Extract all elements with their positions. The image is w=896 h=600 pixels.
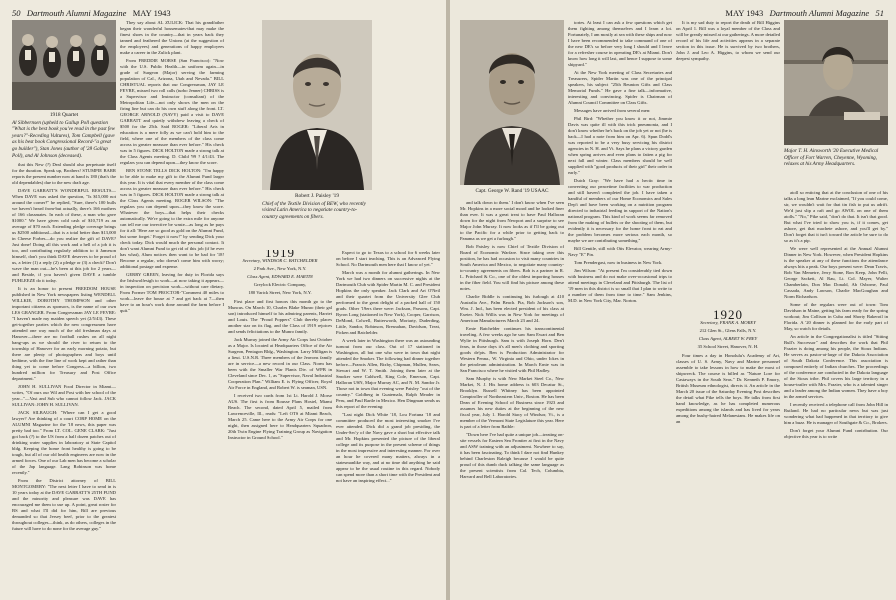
paragraph: BEN STONE TELLS DICK HOLTON: "I'm happy to be able to make my gift to the Alumni Fund larger this year. It is vital that every member of the class come across in greater measure than ever before." His check was in 5 figures. DICK HOLTON made a strong talk at the Class Agents meeting. ROGER WILSON: "The regulars you can depend upon—they know the score. Whatever the boys—that helps their checks automatically. We're going to the extra mile for anyone can tell me our invective be waste—as long as he pays for it all: 'Here are so good as gold on the Alumni Fund, but some forget.' Forget it now!" by sending Dick your check today. Dick would much the personal contact. It don't want Alumni Fund to get rid of this job (if he ever has what), Alum notices then want to be bad for '18! Become a regular, who doesn't come him with worry; additional postage and expense. (120, 168, 224, 269)
left-column-2 (120, 20, 224, 592)
paisley-caption-text: Chief of the Textile Division of BEW, who recently visited Latin America to negotiate country-to-country agreements on fibers. (262, 200, 366, 220)
rand-portrait (460, 20, 564, 185)
paragraph: DAVE GARRATT'S WONDERFUL RESULTS—When DAVE was asked the question, "Is $15,000 not around the corner?" he replied, "Sure, there's 100 bulls we haven't heard from-but actually, there's 166 mothers of 166 classmates. In each of these, a man who gave $1000." We have given cold cash of $10,719 as an average of $70 each. Extending pledge coverage brings us $2500 additional—that is a total better than $13,000 in Cheese Forbes—do you realize the gift of DAVE? Just done! Doing all this work and a hell of a job it is too, and contributing regularly addition to it Jameson himself, don't you think DAVE deserves to be proud of us, a letter (1) a reply (2) a pledge or (3) a check? Don't wave the man out—he's been at this job for 2 years—and Beside, if you haven't given DAVE a tumble PUHLEEZE do it today. (12, 188, 116, 283)
class-agent-1920: Class Agent, ALBERT W. FREY (698, 336, 758, 341)
paragraph: From FREDDIE MORSE (San Francisco): "Now with the U.S. Public Health—in uniform again—in grade of Surgeon (Major) serving the farming population of Cal., Arizona, Utah and Nevada." BILL CHRISTUAL reports that our Congressman, JAY LE FEVRE, missed two roll calls (turbo Jenner) CHRISS is a Supervisor and Instructor (consultant) of the Metropolitan Life—not only shows the men on the firing line but can do his own stuff along the front. LT. GEORGE ARNOLD (NAVY) paid a visit to DAVE GARRATT and quietly withdrew leaving a check of $500 for the 25th. Said ROGER: "Liberal Arts in education is a mere folly as we can't hold him to the field, where one of the members of the class come across in greater measure than ever before." His check was in 5 figures. DICK HOLTON made a strong talk at the Class Agents meeting. D. Child '99 ? 4/1/43. The regulars you can depend upon—they know the score. (120, 58, 224, 165)
quartet-photo (12, 20, 116, 110)
paragraph: A week later in Washington there was an astounding turnout from our class. Out of 17 stationed in Washington, all but one who were in town that night attended the Smoker. The following had dinner together before—Francis Allen, Bixby, Chipman, Mullen, Sears, Stewart and W. T. Smith. Joining them later at the Smoker were Caldwell, King Cole, Emerson, Capt. Halloran USN, Major Murray AC, and N. M. Sandor Jr. Those not in town that evening were Paisley "out of the country." Goldberg in Guatemala, Ralph Meader in Peru, and Paul Bartle in Mexico. Hen Dingman sends us this report of the evening: (336, 338, 440, 409)
paragraph: JACK SILBAUGH: "Where can I get a good lawyer? Are thinking of a court CORP HOME on the ALUMNI Magazine for the '18 news, this paper was pretty bad too." From LT. COL. GENE CLARK: "Just got back (?) to the US from a half dozen patches out of drinking water supplies in laboratory at State Capitol bldg. Keeping the home front healthy is going to be tough, but all of our old health engineers are now in the armed forces. One of our Lab men has become a scholar of the Jap language. Lang Robinson was home recently." (12, 410, 116, 475)
paragraph: An article in the Congregationalist is titled "Sitting Bull's Successor" and describes the work that Phil Frazier is doing among his people, the Sioux Indians. He serves as pastor-at-large of the Dakota Association of South Dakota Conference. This association is composed entirely of Indian churches. The proceedings of the conference are conducted in the Dakota language of the Sioux tribe. Phil covers his large territory in a house-trailer with Mrs. Frazier, who is a talented singer and a leader among the Indian women. They have a boy in the armed services. (784, 334, 888, 399)
paragraph: I recently received a telephone call from John Hill in Rutland. He had no particular news but was just wondering what had happened in that territory to give him a buzz. He is manager of Southgate & Co., Brokers. (784, 402, 888, 425)
paragraph: Tom Prendergast, now in business in New York. (574, 260, 663, 265)
left-column-3 (228, 250, 332, 592)
page-number: 50 (12, 8, 21, 18)
paragraph: Dutch Gray: "We have had a hectic time in converting our peacetime facilities to war production and still haven't completed the job. I have taken a handful of members of our Home Economics and Sales Dep't and have been working on a nutrition program directed to industrial feeding in support of the Nation's national program. This kind of work seems far removed from the making of bullets or the shooting of them, but evidently it is necessary for the home front to eat and the problem becomes more serious each month, so maybe we are contributing something." (568, 178, 672, 243)
paragraph: Ernie Batchelder continues his transcontinental traveling. A few weeks ago he saw Sam Ewart and Ben Wylie in Pittsburgh. Sam is with Joseph Horn. Den't fears, in those days it's all men's clothing and sporting goods de'pts. Ben is Production Administrator for Western Penna., W. Virginia and Ohio, under Ickes in the petroleum administration. In March Ernie was in San Francisco where he visited with Phil Hadley. (460, 326, 564, 373)
left-column-4 (336, 250, 440, 592)
paragraph: Expect to go to Texas to a school for 6 weeks later on before I start teaching. This is an Advanced Flying School. No Dartmouth men here that I know of yet." (336, 250, 440, 267)
secretary-1920: Secretary, FRANK A. MOREY (700, 320, 756, 325)
paisley-title: Robert J. Paisley '19 (294, 193, 340, 199)
class-agent-1919-address-1: Greylock Electric Company, (253, 282, 307, 287)
paragraph: Charlie Biddle is continuing his furlough at 410 Australia Ave., Palm Beach. Pia, Bob Jackson's son, Wm. J. Ind., has been elected president of his class at Exeter. Nick Willis was in New York for meetings of American Manufacturers March 23 and 24. (460, 294, 564, 323)
paragraph: Don't forget your Alumni Fund contribution. Our objective this year is to write (784, 428, 888, 439)
page-number: 51 (875, 8, 884, 18)
quartet-caption-text: Al Sibbernsen (upheld to Gallup Poll question "What is the best book you've read in the past few years?"-Receding Vultures), Tom Campbell (gave as his best book Congressional Record-"a great go builder"), Stan Jones (author of '28 Gallup Poll), and Al Johnson (deceased). (12, 119, 116, 159)
magazine-title: Dartmouth Alumni Magazine (26, 8, 127, 18)
class-agent-1919-address-2: 180 Varick Street, New York, N.Y. (248, 290, 312, 295)
issue-date: MAY 1943 (725, 8, 764, 18)
paragraph: We were well represented at the Annual Alumni Dinner in New York. However, when President Hopkins is the speaker at any of these functions the attendance always hits a peak. Our boys present were: Dean Travis, Bob Van Memetre, Jerry Stone, Ron Keep, John Felli, George Sackett, Al Rau, Lt. Col. Mayer, Walter Chamberlain, Don Mac Donald, Ab Osborne, Paul Cassada, Andy Lawson, Charlie MacGoughan and Norm Richardson. (784, 246, 888, 299)
paragraph: They say about AL ZULICK: That his grandfather began their wonderful housemates-that may make the finest shoes in the country—that in years back they tanned and feathered the Unions (at the suggestion of the employees) and generations of happy employees make a career in the Zulick plant. (120, 20, 224, 55)
class-agent-1919: Class Agent, EDWARD E. MARTIN (247, 274, 313, 279)
paragraph: From the District attorney of BILL MONTGOMERY: "The next letter I have to send in is 10 years today at the DAVE GARRATT'S 25TH FUND and the minority and pleasure was DAVE has encouraged me them to use up. A point, great roster for BS and what I'll did for him, Bill are previous demanded so that Jersey beef, prior to the greatest throughout colleges—think, as do others, colleges in the future will have to do none for the average guy." (12, 478, 116, 531)
paragraph: It is an honor to present FREEDOM HOUSE published in New York newspapers listing WENDELL WILLKIE, DOROTHY THOMPSON and other important citizens as sponsors, is the name of our own LES GRANGER. From Congressman JAY LE FEVRE: "I haven't made my maiden speech yet (2/5/43). These get-together parties which the new congressmen have attended one way much of the old freshman days at Hanover—there are no football rushes on all night bang-ups as we should the river to return to the township of Hanover for an early morning potato, but there are plenty of photographers and boys until bedtime, with the fine line of work kept and rather than thing yet to come before Congress—a billion, two hundred million for Treasury and Post Office department." (12, 286, 116, 381)
paragraph: Bill Gentile, still with Otis Elevator, wearing Army-Navy "E" Pin. (568, 246, 672, 257)
paragraph: March was a month for alumni gatherings. In New York we had two dinners on successive nights at the Dartmouth Club with Spider Martin M. C. and President Hopkins the only speaker. Jack Clark and Art O'Neil and their quartet from the University Glee Club performed to the great delight of a packed hall of 150 grads. Other '19ers there were: Jackson, Parsons, Capt. Byron Long (stationed in New York), Cooper, Garrison, DeMond, Colwell, Butterworth, Moriarty, Duderding, Little, Sandor, Robinson, Bresnahan, Davidson, Treat, Picken and Batchelder. (336, 270, 440, 335)
secretary-1920-address: 212 Glen St., Glens Falls, N.Y. (699, 328, 757, 333)
right-page-header (725, 8, 884, 18)
rand-portrait-image (460, 20, 564, 185)
rand-caption-text: Capt. George W. Rand '19 USAAC (475, 188, 549, 194)
paragraph: Sam Murphy is with New Market Steel Co., New Market, N. J. His home address is 603 Decatur St., Brooklyn. Russell Whitney has been appointed Comptroller of Northeastern Univ., Boston. He has been Dean of Evening School of Business since 1923 and assumes his new duties at the beginning of the new fiscal year, July 1. Harold Stacy of Windsor, Vt., is a member of the Vermont State Legislature this year. Here is part of a letter from Raible: (460, 376, 564, 429)
paragraph: and talk down to them.' I don't know when I've seen Mr. Hopkins in a more social mood and he looked finer than ever. It was a great treat to have Paul Halloran down for the night from Newport and a surprise to see Major John Murray. It now looks as if I'll be going out to the Pacific for a while prior to getting back to Panama as we get a furlough." (460, 200, 564, 241)
paragraph: Four times a day in Honolulu's Academy of Art, classes of U. S. Army, Navy and Marine personnel assemble to take lessons in how to make the most of shipwreck. The course is billed as "Nature Lore for Castaways in the South Seas." Dr. Kenneth P. Emory, British Museum ethnologist, directs it. An article in the March 20 issue of the Saturday Evening Post describes the detail what Pike tells the boys. He talks from first hand knowledge, as he has completed numerous expeditions among the islands and has lived for years among the bushy-haired Melanesians. He makes life on an (676, 353, 780, 424)
right-column-3 (676, 20, 780, 592)
quartet-title: 1918 Quartet (49, 112, 79, 118)
ainsworth-photo-image (784, 20, 888, 145)
class-year-1919: 1919 (265, 250, 295, 260)
paragraph: Some of the regulars were out of town: Tom Davidson in Maine, getting his farm ready for the spring workout; Jim Collison in Cuba and Shorty Bakeroil in Florida. A '20 dinner is planned for the early part of May, so watch for details. (784, 302, 888, 331)
rand-caption (460, 188, 564, 195)
paragraph: First place and first honors this month go to the Muncus. On March 10, Charles Blake Munro (their gal son) introduced himself to his admiring parents, Harriet and Louis. The "Proud Poppers" Club thereby places another star on its flag, and the Class of 1919 rejoices and sends felicitations to the Munro family. (228, 299, 332, 334)
paragraph: atoll so enticing that at the conclusion of one of his talks a long lean Marine exclaimed, "If you could come, sir, we wouldn't wait for that tin fish to put us adrift. We'd just slip a raft and go AWOL on one of them atolls." "No," Pike said, "don't do that. It isn't that good. But what I've tried to show you is, if it comes, get ashore, get that machete ashore, and you'll get by." Don't forget that it isn't toward the article be sure to do so as it's a pip. (784, 190, 888, 243)
paisley-portrait (262, 20, 372, 190)
magazine-title: Dartmouth Alumni Magazine (769, 8, 870, 18)
ainsworth-caption-text: Major T. H. Ainsworth '20 Executive Medical Officer of Fort Warren, Cheyenne, Wyoming, relaxes at his Army Headquarters. (784, 148, 879, 168)
right-page (450, 0, 896, 600)
paragraph: I received two cards from 1st Lt. Harold J. Morse AUS. The first is from Rousse Plans Hostel, Miami Beach. The second, dated April 5, mailed from Lawrenceville, Ill., reads: "Left OTS at Miami Beach, March 25. Came here to the Army Air Corps for one night, then assigned here to Headquarters Squadron, 20th Twin Engine Flying Training Group as Navigation Instructor in Ground School." (228, 393, 332, 440)
paragraph: that this New (?) Deal should also perpetuate itself for the duration. Speak up, Brothers! STUMPIE BARR reports the present number now at hand is 180 (that's the old dependables) due to the new draft age. (12, 162, 116, 185)
quartet-photo-image (12, 20, 116, 110)
paisley-caption (262, 193, 372, 220)
paragraph: "Down here I've had quite a unique job—treating on-site vessels for Eastern Sea Frontier at first in the Navy and ASW training with an adjustment. Nowhere to say, it has been fascinating. To think I dare not find Hunkey behind Charleston Raleigh because I would be quite proud of this dumb duck talking the same language as the present scientists from Cal. Tech, Columbia, Harvard and Bell Laboratories. (460, 432, 564, 479)
paragraph: tories. At least I can ask a few questions which get them fighting among themselves and I learn a lot. Fortunately, I am mostly at sea with these ships and now I have been recommended to take command of one of the new DE's so before very long I should and I leave for a refresher course in operating DE's at Miami. Don't know how long it will last, and hence I suppose to some shipyard." (568, 20, 672, 67)
secretary-1919: Secretary, WINDSOR C. BATCHELDER (242, 258, 318, 263)
paisley-portrait-image (262, 20, 372, 190)
right-column-4 (784, 190, 888, 592)
issue-date: MAY 1943 (132, 8, 171, 18)
right-column-2 (568, 20, 672, 592)
ainsworth-caption (784, 148, 888, 168)
left-page-header (12, 8, 171, 18)
ainsworth-photo (784, 20, 888, 145)
paragraph: At the New York meeting of Class Secretaries and Treasurers, Spider Martin was one of the principal speakers, his subject "25th Reunion Gifts and Class Memorial Funds." He gave a fine talk—informative, interesting and convincing. Spider is Chairman of Alumni Council Committee on Class Gifts. (568, 70, 672, 105)
class-agent-1920-address: 35 School Street, Hanover, N. H. (697, 344, 759, 349)
paragraph: JOHN H. SULLIVAN Food Director in Miami—writes, "Of ours our Wil and Post with her school of the year..."—Vast and Sub who cannot follow Jack. JACK SULLIVAN: JOHN H. SULLIVAN. (12, 384, 116, 407)
paragraph: Messages have arrived from several men: (574, 108, 651, 113)
right-column-1 (460, 200, 564, 592)
left-column-1 (12, 162, 116, 592)
paragraph: Bob Paisley is now Chief of Textile Division of Board of Economic Warfare. Since taking over this position, he has had occasion to visit many countries in South America and Mexico, to negotiate many country-to-country agreements on fibers. Bob is a partner in R. L. Pritchard & Co., one of the oldest importing houses in the fiber field. You will find his picture among these notes. (460, 244, 564, 291)
paragraph: Phil Bird: "Whether you know it or not, Jimmie Davis was quite ill with this trick pneumonia, and I don't know whether he's back on the job yet or not (he is back—I had a note from him on Apr. 6). Spun Dodd's was reported to be a very busy servicing his district agencies in N. H. and Vt. Says he plans a victory garden when spring arrives and even plans to fatten a pig for next fall and winter. Class members should be well supplied with "good products of their girl" their order in early." (568, 116, 672, 175)
quartet-caption (12, 112, 116, 159)
paragraph: GERRY GREEN, leaving for duty in Florida says the Irishwolfesigh to work—at now taking it appears—in inspection on precision work—without care dietary. From Former TOM PROCTOR-"Comment 40 miles to work—leave the house at 7 and get back at 7—then have to an hour's work done around the farm before I quit." (120, 272, 224, 313)
paragraph: Jack Murray joined the Army Air Corps last October as a Major. Is located at Headquarters Office of the Air Surgeon, Pentagon Bldg., Washington. Larry Milligan is a lieut. U.S.N.R. Three members of the Jeavons family are in service—a new record in our Class. Norm has been with the Smaller War Plants Div. of WPB in Cleveland since Dec. 1, as "Supervisor, Naval Industrial Cooperation Plan." William E. is Flying Officer, Royal Air Force in England, and Robert W. is seaman, USN. (228, 337, 332, 390)
paragraph: "Last night Dick White '18, Lou Fortuna '18 and committee produced the most interesting smoker I've ever attended. Dick did a grand job presiding, the Under-Sec'y of the Navy gave a short but effective talk and Mr. Hopkins presented the picture of the liberal college and its purpose in the present scheme of things in the most impressive and interesting manner. For over an hour he covered many matters, always in a statesmanlike way, and at no time did anything he said appear to be the usual routine in this regard. Nobody can spend more than a short time with the President and not have an inspiring effect..." (336, 412, 440, 483)
class-year-1920: 1920 (713, 307, 743, 322)
left-page (0, 0, 446, 600)
paragraph: It is my sad duty to report the death of Bill Higgins on April 1. Bill was a loyal member of the Class and will be greatly missed at our gatherings. A more detailed record of his life and activities appears in a separate section in this issue. He is survived by two brothers, John J. and Leo A. Higgins, to whom we send our deepest sympathy. (676, 20, 780, 61)
secretary-1919-address: 2 Park Ave., New York, N.Y. (253, 266, 307, 271)
paragraph: Jim Wilson: "At present I'm considerably tied down with business and do not make over-occasional trips to attend meetings in Cleveland and Pittsburgh. The list of '19 men in this district is so small that I plan to write to a number of them from time to time." Sam Jenkins, M.D. in New York City, Mar. Norton. (568, 268, 672, 303)
